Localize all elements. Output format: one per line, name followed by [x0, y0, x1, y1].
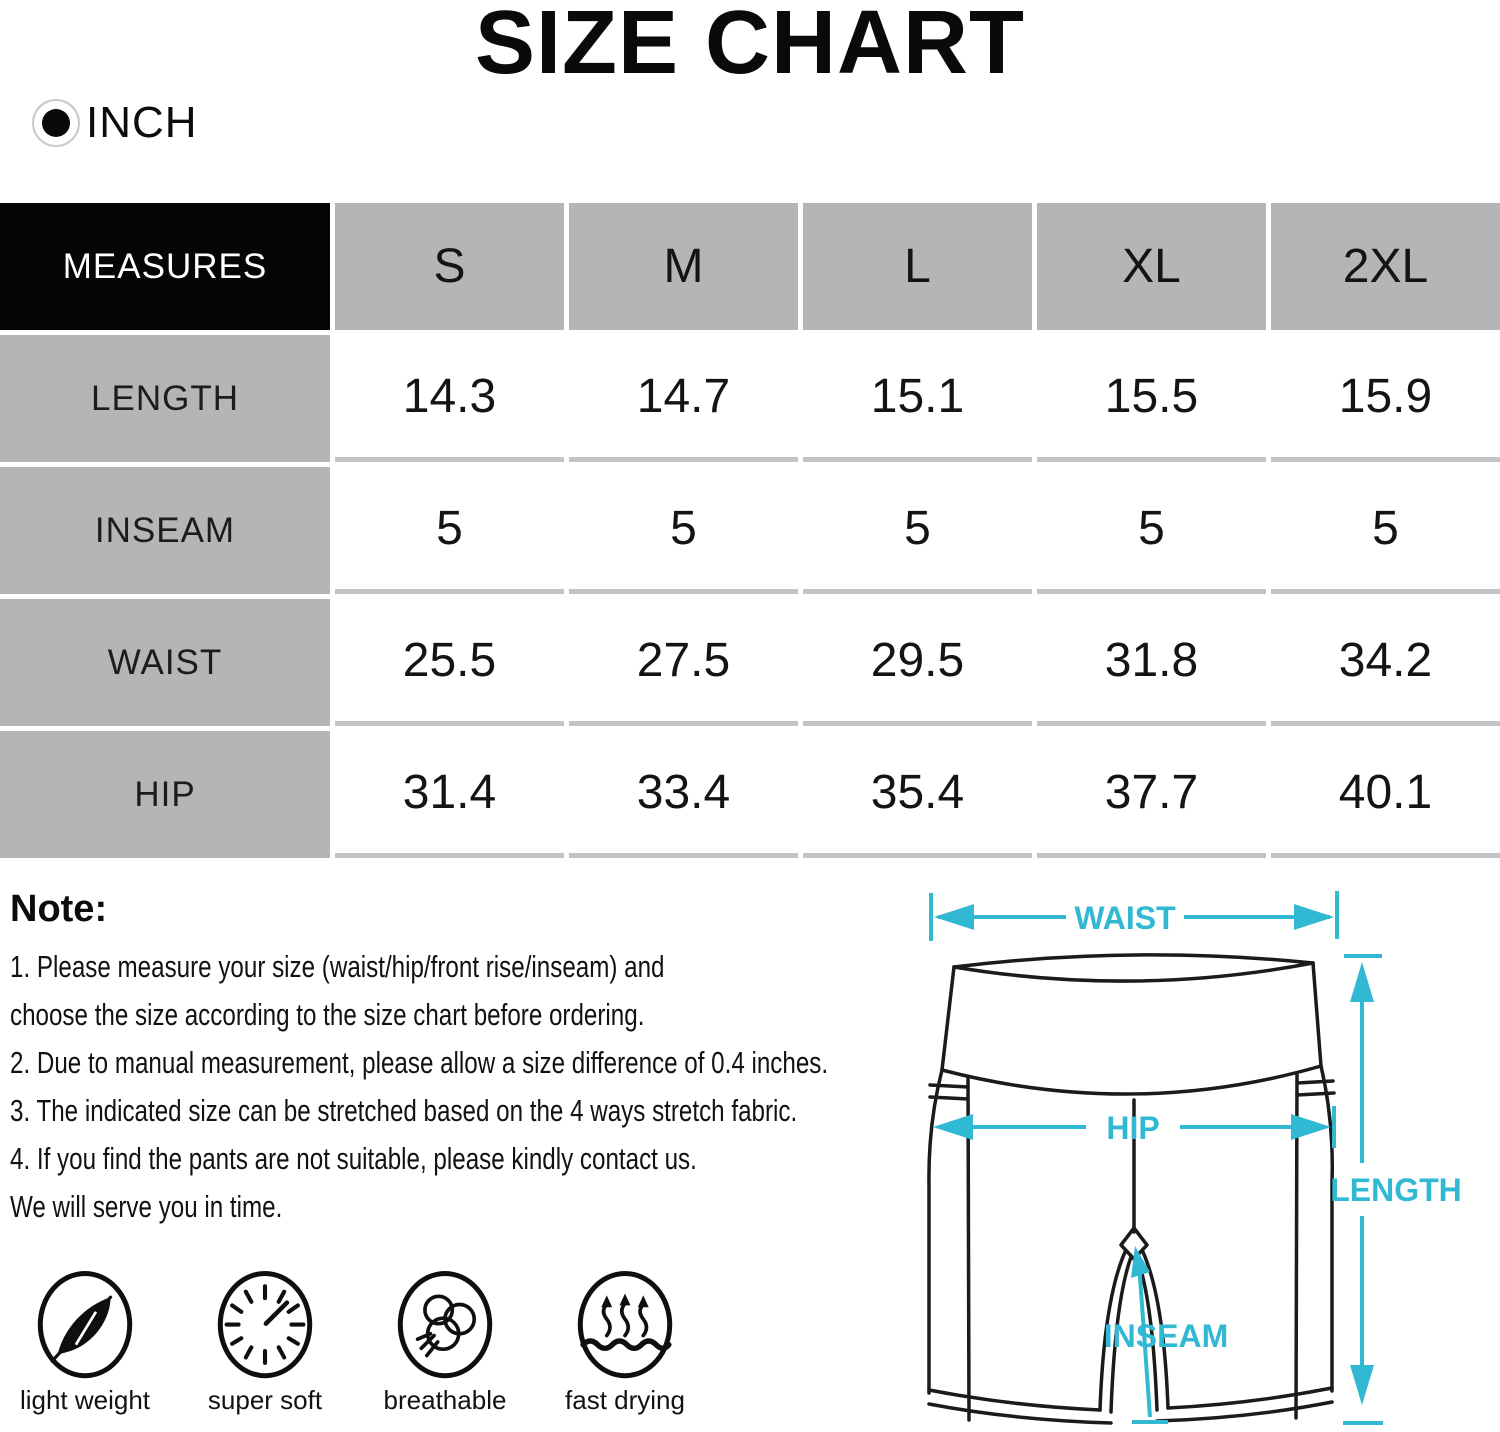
column-header-m: M	[569, 203, 798, 330]
shorts-diagram	[870, 880, 1500, 1432]
feature-label: light weight	[19, 1385, 151, 1415]
feature-breathable	[360, 1268, 530, 1416]
column-header-xl: XL	[1037, 203, 1266, 330]
notes-heading: Note:	[10, 888, 108, 930]
hip-dimension	[933, 1106, 1334, 1148]
cell-inseam-s: 5	[335, 467, 564, 594]
cotton-icon	[390, 1268, 500, 1383]
cell-length-s: 14.3	[335, 335, 564, 462]
note-line: 4. If you find the pants are not suitable, please kindly contact us.	[10, 1141, 697, 1176]
row-label-hip: HIP	[0, 731, 330, 858]
row-label-length: LENGTH	[0, 335, 330, 462]
column-header-s: S	[335, 203, 564, 330]
cell-length-2xl: 15.9	[1271, 335, 1500, 462]
feature-super-soft	[180, 1268, 350, 1416]
waist-dimension	[931, 891, 1337, 941]
cell-waist-m: 27.5	[569, 599, 798, 726]
notes-lines	[10, 951, 915, 1222]
note-line: 1. Please measure your size (waist/hip/front rise/inseam) and	[10, 949, 665, 984]
cell-inseam-2xl: 5	[1271, 467, 1500, 594]
feature-light-weight	[0, 1268, 170, 1416]
page-title: SIZE CHART	[475, 0, 1025, 93]
cell-inseam-xl: 5	[1037, 467, 1266, 594]
feather-icon	[30, 1268, 140, 1383]
cell-length-l: 15.1	[803, 335, 1032, 462]
column-header-measures: MEASURES	[0, 203, 330, 330]
feature-label: breathable	[383, 1385, 507, 1415]
note-line: We will serve you in time.	[10, 1189, 283, 1224]
inch-radio[interactable]	[32, 99, 80, 147]
waist-dimension-label: WAIST	[1074, 900, 1176, 936]
row-label-waist: WAIST	[0, 599, 330, 726]
clock-icon	[210, 1268, 320, 1383]
inch-radio-dot	[42, 109, 70, 137]
hip-dimension-label: HIP	[1106, 1110, 1160, 1146]
note-line: 3. The indicated size can be stretched based on the 4 ways stretch fabric.	[10, 1093, 798, 1128]
cell-hip-m: 33.4	[569, 731, 798, 858]
feature-label: fast drying	[565, 1385, 685, 1415]
cell-inseam-m: 5	[569, 467, 798, 594]
cell-hip-l: 35.4	[803, 731, 1032, 858]
steam-icon	[570, 1268, 680, 1383]
cell-inseam-l: 5	[803, 467, 1032, 594]
length-dimension	[1330, 956, 1462, 1423]
column-header-2xl: 2XL	[1271, 203, 1500, 330]
length-dimension-label: LENGTH	[1330, 1172, 1462, 1208]
row-label-inseam: INSEAM	[0, 467, 330, 594]
unit-label: INCH	[86, 98, 198, 147]
note-line: 2. Due to manual measurement, please allow a size difference of 0.4 inches.	[10, 1045, 829, 1080]
feature-label: super soft	[207, 1385, 323, 1415]
cell-waist-s: 25.5	[335, 599, 564, 726]
cell-hip-2xl: 40.1	[1271, 731, 1500, 858]
shorts-drawing	[870, 880, 1500, 1432]
cell-length-m: 14.7	[569, 335, 798, 462]
column-header-l: L	[803, 203, 1032, 330]
cell-waist-2xl: 34.2	[1271, 599, 1500, 726]
cell-length-xl: 15.5	[1037, 335, 1266, 462]
size-table	[0, 203, 1500, 858]
inseam-dimension-label: INSEAM	[1103, 1318, 1229, 1354]
cell-hip-xl: 37.7	[1037, 731, 1266, 858]
note-line: choose the size according to the size chart before ordering.	[10, 997, 645, 1032]
feature-fast-drying	[540, 1268, 710, 1416]
cell-waist-xl: 31.8	[1037, 599, 1266, 726]
unit-selector	[32, 98, 198, 148]
cell-hip-s: 31.4	[335, 731, 564, 858]
cell-waist-l: 29.5	[803, 599, 1032, 726]
